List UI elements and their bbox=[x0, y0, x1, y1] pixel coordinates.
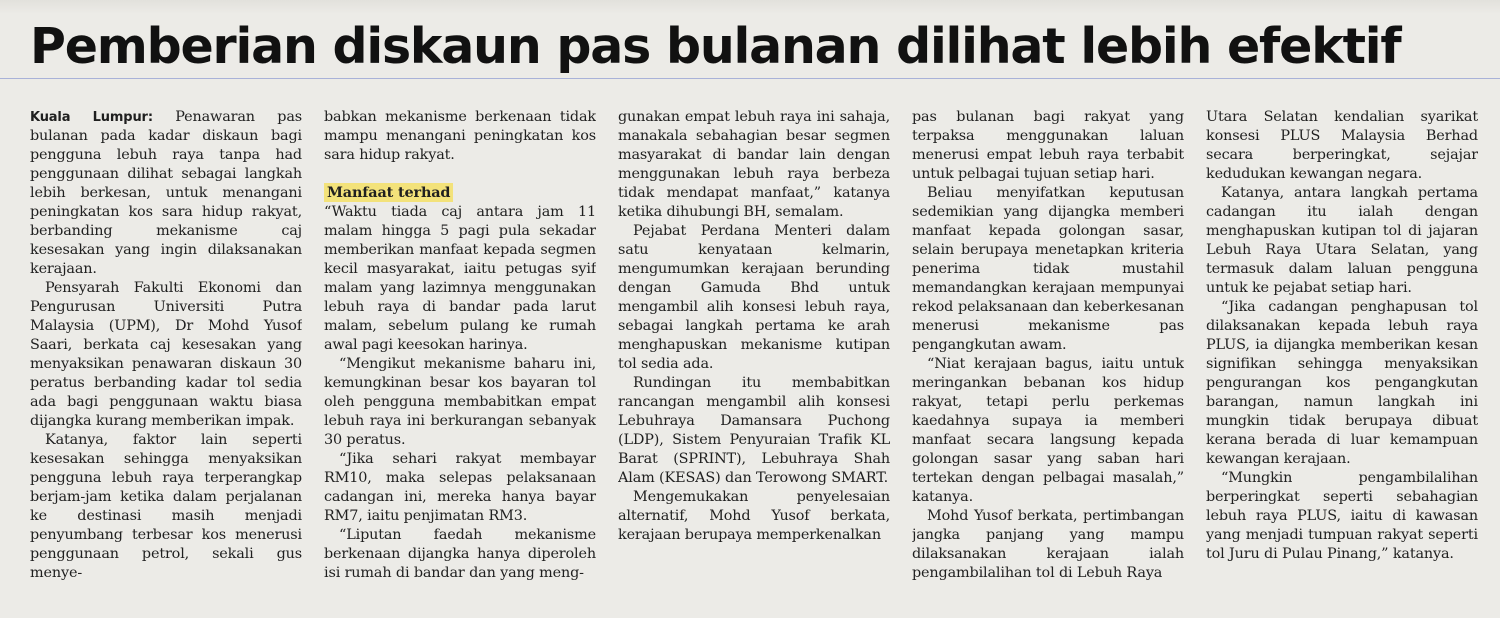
previous-article-bleed bbox=[0, 0, 1500, 14]
headline: Pemberian diskaun pas bulanan dilihat lebih efektif bbox=[30, 18, 1401, 75]
continued-paragraph: babkan mekanisme berkenaan tidak mampu menangani peningkatan kos sara hidup rakyat. bbox=[324, 109, 596, 163]
paragraph: “Mungkin pengambilalihan berperingkat seperti sebahagian lebuh raya PLUS, iaitu di kawasan yang menjadi tumpuan rakyat seperti tol Juru di Pulau Pinang,” katanya. bbox=[1206, 470, 1478, 562]
paragraph: Beliau menyifatkan keputusan sedemikian yang dijangka memberi manfaat kepada golongan sasar, selain berupaya menetapkan kriteria penerima tidak mustahil memandangkan kerajaan mempunyai rekod pelaksanaan dan keberkesanan menerusi mekanisme pas pengangkutan awam. bbox=[912, 185, 1184, 353]
paragraph: “Jika sehari rakyat membayar RM10, maka selepas pelaksanaan cadangan ini, mereka hanya bayar RM7, iaitu penjimatan RM3. bbox=[324, 451, 596, 524]
paragraph: “Mengikut mekanisme baharu ini, kemungkinan besar kos bayaran tol oleh pengguna membabitkan empat lebuh raya ini berkurangan sebanyak 30 peratus. bbox=[324, 356, 596, 448]
subhead: Manfaat terhad bbox=[324, 183, 453, 202]
paragraph-text: Penawaran pas bulanan pada kadar diskaun bagi pengguna lebuh raya tanpa had penggunaan dilihat sebagai langkah lebih berkesan, untuk menangani peningkatan kos sara hidup rakyat, berbanding mekanisme caj kesesakan yang ingin dilaksanakan kerajaan. bbox=[30, 109, 302, 277]
paragraph: Pensyarah Fakulti Ekonomi dan Pengurusan Universiti Putra Malaysia (UPM), Dr Mohd Yusof Saari, berkata caj kesesakan yang menyaksikan penawaran diskaun 30 peratus berbanding kadar tol sedia ada bagi penggunaan waktu biasa dijangka kurang memberikan impak. bbox=[30, 280, 302, 429]
subhead-wrap bbox=[324, 165, 596, 203]
paragraph: “Liputan faedah mekanisme berkenaan dijangka hanya diperoleh isi rumah di bandar dan yang meng- bbox=[324, 527, 596, 581]
paragraph: “Waktu tiada caj antara jam 11 malam hingga 5 pagi pula sekadar memberikan manfaat kepada segmen kecil masyarakat, iaitu petugas syif malam yang lazimnya menggunakan lebuh raya di bandar pada larut malam, sebelum pulang ke rumah awal pagi keesokan harinya. bbox=[324, 204, 596, 353]
paragraph: “Niat kerajaan bagus, iaitu untuk meringankan bebanan kos hidup rakyat, tetapi perlu perkemas kaedahnya supaya ia memberi manfaat secara langsung kepada golongan sasar yang saban hari tertekan dengan pelbagai masalah,” katanya. bbox=[912, 356, 1184, 505]
paragraph: Mohd Yusof berkata, pertimbangan jangka panjang yang mampu dilaksanakan kerajaan ialah pengambilalihan tol di Lebuh Raya bbox=[912, 508, 1184, 581]
article-body bbox=[30, 108, 1490, 608]
paragraph: “Jika cadangan penghapusan tol dilaksanakan kepada lebuh raya PLUS, ia dijangka memberikan kesan signifikan sehingga menyaksikan pengurangan kos pengangkutan barangan, namun langkah ini mungkin tidak berupaya dibuat kerana berada di luar kemampuan kewangan kerajaan. bbox=[1206, 299, 1478, 467]
paragraph: Pejabat Perdana Menteri dalam satu kenyataan kelmarin, mengumumkan kerajaan berunding dengan Gamuda Bhd untuk mengambil alih konsesi lebuh raya, sebagai langkah pertama ke arah menghapuskan mekanisme kutipan tol sedia ada. bbox=[618, 223, 890, 372]
continued-paragraph: gunakan empat lebuh raya ini sahaja, manakala sebahagian besar segmen masyarakat di bandar lain dengan menggunakan lebuh raya berbeza tidak mendapat manfaat,” katanya ketika dihubungi BH, semalam. bbox=[618, 109, 890, 220]
paragraph: Katanya, faktor lain seperti kesesakan sehingga menyaksikan pengguna lebuh raya terperangkap berjam-jam ketika dalam perjalanan ke destinasi masih menjadi penyumbang terbesar kos menerusi penggunaan petrol, sekali gus menye- bbox=[30, 432, 302, 581]
paragraph: Katanya, antara langkah pertama cadangan itu ialah dengan menghapuskan kutipan tol di jajaran Lebuh Raya Utara Selatan, yang termasuk dalam laluan pengguna untuk ke pejabat setiap hari. bbox=[1206, 185, 1478, 296]
dateline: Kuala Lumpur: bbox=[30, 110, 153, 125]
continued-paragraph: Utara Selatan kendalian syarikat konsesi PLUS Malaysia Berhad secara berperingkat, sejajar kedudukan kewangan negara. bbox=[1206, 109, 1478, 182]
article-column-3 bbox=[618, 108, 890, 608]
article-column-4 bbox=[912, 108, 1184, 608]
headline-rule bbox=[0, 78, 1500, 79]
lead-paragraph bbox=[30, 108, 302, 279]
article-column-5 bbox=[1206, 108, 1478, 608]
continued-paragraph: pas bulanan bagi rakyat yang terpaksa menggunakan laluan menerusi empat lebuh raya terbabit untuk pelbagai tujuan setiap hari. bbox=[912, 109, 1184, 182]
article-column-1 bbox=[30, 108, 302, 608]
paragraph: Mengemukakan penyelesaian alternatif, Mohd Yusof berkata, kerajaan berupaya memperkenalkan bbox=[618, 489, 890, 543]
paragraph: Rundingan itu membabitkan rancangan mengambil alih konsesi Lebuhraya Damansara Puchong (LDP), Sistem Penyuraian Trafik KL Barat (SPRINT), Lebuhraya Shah Alam (KESAS) dan Terowong SMART. bbox=[618, 375, 890, 486]
article-column-2 bbox=[324, 108, 596, 608]
